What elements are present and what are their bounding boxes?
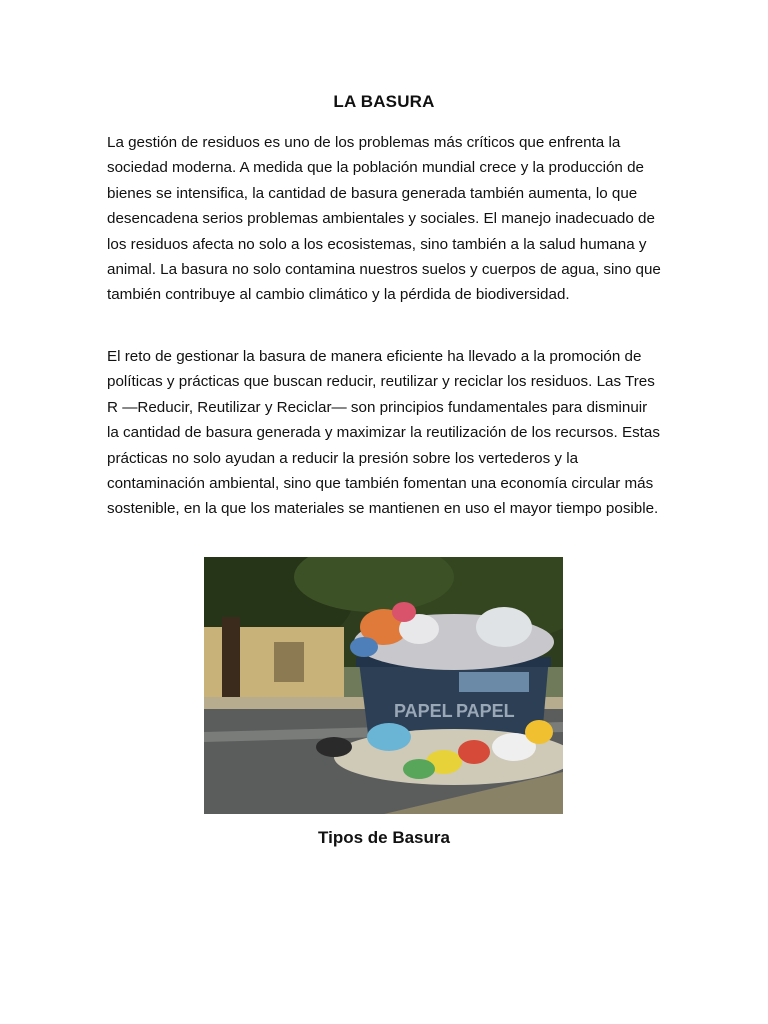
garbage-container-photo xyxy=(204,557,563,814)
blue-bag-top xyxy=(350,637,378,657)
dumpster-poster xyxy=(459,672,529,692)
paragraph-intro: La gestión de residuos es uno de los problemas más críticos que enfrenta la sociedad moderna. A medida que la población mundial crece y la producción de bienes se intensifica, la cantidad de basura generada también aumenta, lo que desencadena serios problemas ambientales y sociales. El manejo inadecuado de los residuos afecta no solo a los ecosistemas, sino también a la salud humana y animal. La basura no solo contamina nuestros suelos y cuerpos de agua, sino que también contribuye al cambio climático y la pérdida de biodiversidad. xyxy=(107,134,661,304)
red-bag-ground xyxy=(458,740,490,764)
tree-trunk xyxy=(222,617,240,702)
blue-bag-ground xyxy=(367,723,411,751)
section-subtitle: Tipos de Basura xyxy=(318,828,450,847)
building-window xyxy=(274,642,304,682)
yellow-bag-ground-right xyxy=(525,720,553,744)
paragraph-three-r: El reto de gestionar la basura de manera eficiente ha llevado a la promoción de políticas y prácticas que buscan reducir, reutilizar y reciclar los residuos. Las Tres R —Reducir, Reutilizar y Reciclar— son principios fundamentales para disminuir la cantidad de basura generada y maximizar la reutilización de los recursos. Estas prácticas no solo ayudan a reducir la presión sobre los vertederos y la contaminación ambiental, sino que también fomentan una economía circular más sostenible, en la que los materiales se mantienen en uso el mayor tiempo posible. xyxy=(107,348,660,518)
dumpster-label-right: PAPEL xyxy=(456,701,515,721)
document-title: LA BASURA xyxy=(333,92,435,111)
pink-bag-top xyxy=(392,602,416,622)
green-bag-ground xyxy=(403,759,435,779)
clear-bag-top xyxy=(476,607,532,647)
dark-bag-ground xyxy=(316,737,352,757)
dumpster-label-left: PAPEL xyxy=(394,701,453,721)
